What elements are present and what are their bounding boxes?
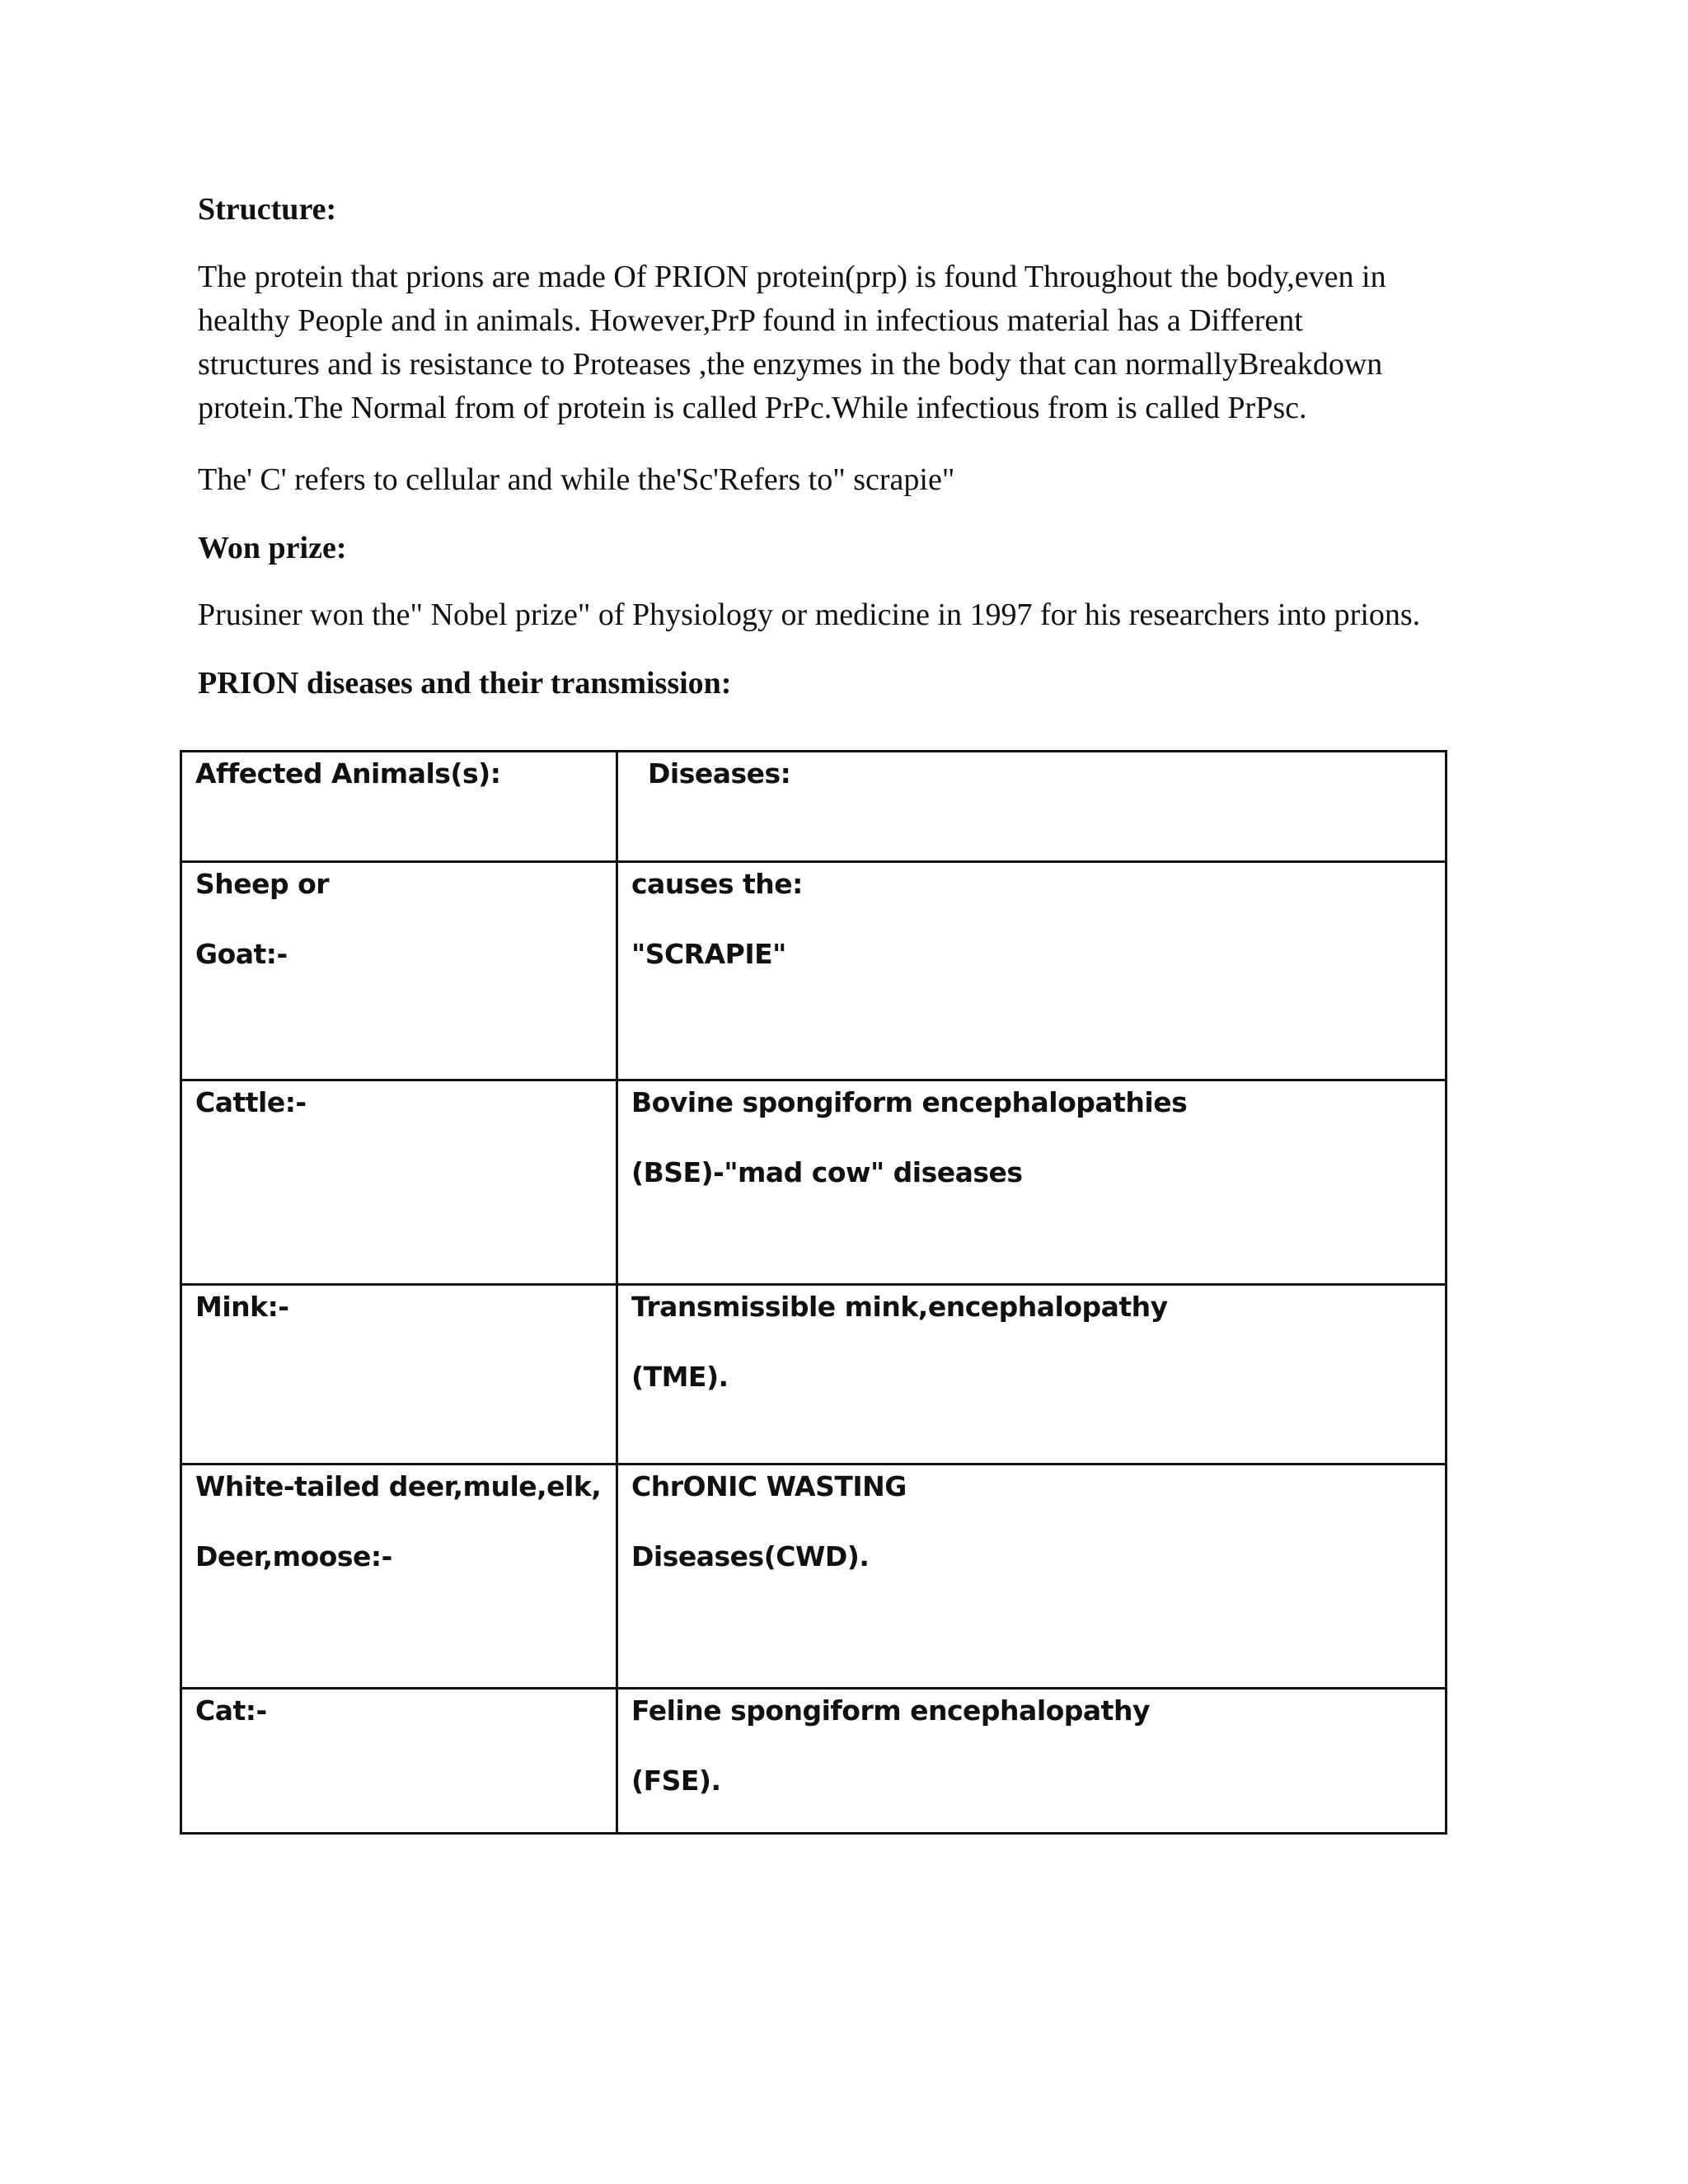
- table-row: [181, 862, 1447, 1080]
- structure-note: The' C' refers to cellular and while the'Sc'Refers to" scrapie": [198, 462, 955, 497]
- document-page: [198, 191, 1517, 729]
- table-header-row: [181, 752, 1447, 862]
- transmission-heading: PRION diseases and their transmission:: [198, 666, 732, 701]
- header-diseases: Diseases:: [617, 752, 1447, 862]
- structure-line: The protein that prions are made Of PRION protein(prp) is found Throughout the body,even in: [198, 259, 1386, 294]
- table-row: [181, 1285, 1447, 1465]
- prion-disease-table: [180, 750, 1447, 1835]
- structure-line: protein.The Normal from of protein is called PrPc.While infectious from is called PrPsc.: [198, 390, 1307, 425]
- animal-cell: White-tailed deer,mule,elk, Deer,moose:-: [181, 1465, 617, 1689]
- animal-cell: Cat:-: [181, 1689, 617, 1834]
- animal-cell: Sheep or Goat:-: [181, 862, 617, 1080]
- disease-cell: ChrONIC WASTING Diseases(CWD).: [617, 1465, 1447, 1689]
- structure-paragraph: [198, 255, 1517, 430]
- table-row: [181, 1080, 1447, 1285]
- header-animals: Affected Animals(s):: [181, 752, 617, 862]
- prize-heading: Won prize:: [198, 530, 347, 565]
- table-row: [181, 1465, 1447, 1689]
- disease-cell: Feline spongiform encephalopathy (FSE).: [617, 1689, 1447, 1834]
- disease-cell: causes the: "SCRAPIE": [617, 862, 1447, 1080]
- animal-cell: Mink:-: [181, 1285, 617, 1465]
- disease-cell: Bovine spongiform encephalopathies (BSE)-"mad cow" diseases: [617, 1080, 1447, 1285]
- structure-line: structures and is resistance to Proteases ,the enzymes in the body that can normallyBreakdown: [198, 346, 1383, 382]
- disease-cell: Transmissible mink,encephalopathy (TME).: [617, 1285, 1447, 1465]
- animal-cell: Cattle:-: [181, 1080, 617, 1285]
- table-row: [181, 1689, 1447, 1834]
- prize-text: Prusiner won the" Nobel prize" of Physiology or medicine in 1997 for his researchers into prions.: [198, 598, 1421, 633]
- structure-heading: Structure:: [198, 192, 337, 227]
- structure-line: healthy People and in animals. However,PrP found in infectious material has a Different: [198, 302, 1303, 338]
